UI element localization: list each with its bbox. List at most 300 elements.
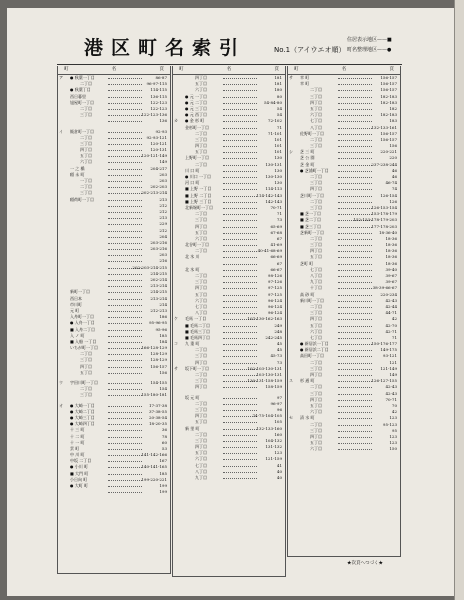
town-name: 四丁目: [195, 384, 207, 390]
dot-leader: [223, 115, 257, 116]
town-name: 三丁目: [80, 392, 92, 398]
page-reference: 71-101: [267, 130, 282, 136]
dot-leader: [108, 132, 142, 133]
dot-leader: [223, 344, 257, 345]
dot-leader: [108, 443, 142, 444]
page-reference: 74: [391, 186, 397, 192]
dot-leader: [223, 196, 257, 197]
dot-leader: [338, 158, 372, 159]
page-reference: 136-115: [150, 93, 167, 99]
page-reference: 152-153-178-179-203: [353, 217, 397, 223]
dot-leader: [108, 280, 142, 281]
page-reference: 86-87: [155, 75, 167, 80]
town-name: 芝新町一丁目: [300, 229, 324, 235]
dot-leader: [223, 152, 257, 153]
town-name: 芝川町一丁目: [300, 192, 324, 198]
dot-leader: [108, 395, 142, 396]
dot-leader: [223, 264, 257, 265]
page-reference: 156: [389, 143, 397, 149]
dot-leader: [108, 237, 142, 238]
column-heading-label: 町: [179, 67, 184, 72]
dot-leader: [338, 183, 372, 184]
dot-leader: [338, 313, 372, 314]
dot-leader: [338, 245, 372, 246]
dot-leader: [338, 208, 372, 209]
dot-leader: [223, 257, 257, 258]
town-name: ● 芝浦町一丁目: [300, 167, 329, 173]
dot-leader: [108, 336, 142, 337]
page-reference: 18-36: [385, 235, 397, 241]
page-reference: 212-213: [150, 307, 167, 313]
page-reference: 120-131: [150, 147, 167, 153]
page-reference: 41-69: [270, 242, 282, 248]
town-name: 北 氷 町: [185, 266, 200, 272]
page-reference: 186: [159, 314, 167, 320]
page-reference: 212: [159, 208, 167, 214]
section-kana: サ: [289, 75, 293, 80]
town-name: 飯倉町一丁目: [70, 128, 94, 134]
page-reference: 123: [274, 450, 282, 456]
town-name: 幸 町: [300, 81, 310, 87]
page-reference: 92-93: [155, 128, 167, 134]
dot-leader: [108, 175, 142, 176]
dot-leader: [108, 474, 142, 475]
town-name: 五丁目: [310, 105, 322, 111]
town-name: 二丁目: [195, 211, 207, 217]
page-reference: 149-175: [380, 347, 397, 353]
section-kana: ス: [289, 378, 293, 384]
town-name: 四丁目: [195, 285, 207, 291]
dot-leader: [108, 389, 142, 390]
dot-leader: [338, 406, 372, 407]
page-reference: 39-67: [385, 273, 397, 278]
town-name: 小日向 町: [70, 476, 88, 482]
dot-leader: [338, 84, 372, 85]
page-reference: 73: [276, 217, 282, 223]
dot-leader: [108, 455, 142, 456]
town-name: 六丁目: [195, 297, 207, 303]
town-name: 七丁目: [310, 118, 322, 124]
page-reference: 67: [276, 235, 282, 241]
page-reference: 122-123: [150, 105, 167, 111]
page-reference: 18-36: [385, 242, 397, 248]
dot-leader: [338, 152, 372, 153]
page-reference: 204: [159, 233, 167, 239]
section-kana: セ: [289, 415, 293, 421]
town-name: 五丁目: [310, 402, 322, 408]
page-reference: 17-37-38: [149, 402, 167, 408]
dot-leader: [108, 193, 142, 194]
dot-leader: [223, 307, 257, 308]
dot-leader: [338, 134, 372, 135]
page-reference: 114-113: [265, 186, 282, 192]
page-reference: 105: [274, 419, 282, 425]
page-reference: 126-153-154: [371, 204, 397, 210]
town-name: 五丁目: [80, 369, 92, 375]
dot-leader: [338, 251, 372, 252]
page-reference: 54: [276, 112, 282, 118]
town-name: 雲 町: [70, 445, 80, 451]
town-name: 五丁目: [310, 440, 322, 446]
dot-leader: [338, 103, 372, 104]
page-reference: 104-132: [265, 437, 282, 443]
page-reference: 18-36: [385, 254, 397, 260]
page-reference: 213-214: [150, 295, 167, 301]
town-name: ● 入舟一丁目: [70, 320, 95, 326]
town-name: 九丁目: [195, 475, 207, 480]
page-reference: 42-44: [385, 303, 397, 309]
page-reference: 74-75-104-105: [252, 413, 282, 419]
town-name: 五丁目: [195, 419, 207, 425]
town-name: ● 元 一丁目: [185, 93, 208, 99]
town-name: 二丁目: [310, 87, 322, 93]
town-name: 四丁目: [195, 359, 207, 365]
dot-leader: [223, 429, 257, 430]
page-reference: 18-20-35: [149, 421, 167, 427]
page-reference: 78: [161, 433, 167, 439]
dot-leader: [108, 342, 142, 343]
town-name: 十 三 町: [70, 427, 85, 433]
town-name: 三丁目: [80, 357, 92, 363]
page-reference: 126-154: [380, 192, 397, 198]
dot-leader: [223, 171, 257, 172]
page-reference: 155-180-181: [141, 392, 167, 398]
page-reference: 182: [389, 105, 397, 111]
section-kana: イ: [59, 128, 63, 134]
town-name: ● 大崎四丁目: [70, 421, 95, 427]
index-column-3: [287, 66, 401, 557]
dot-leader: [108, 418, 142, 419]
page-reference: 202-214: [150, 277, 167, 282]
dot-leader: [338, 437, 372, 438]
town-name: ■ 大門 町: [70, 470, 89, 476]
dot-leader: [108, 323, 142, 324]
town-name: 二丁目: [195, 372, 207, 377]
page-reference: 46: [391, 174, 397, 179]
dot-leader: [108, 299, 142, 300]
dot-leader: [338, 307, 372, 308]
dot-leader: [223, 332, 257, 333]
dot-leader: [108, 181, 142, 182]
dot-leader: [338, 425, 372, 426]
town-name: 八丁目: [195, 468, 207, 474]
town-name: 二丁目: [195, 273, 207, 278]
town-name: 十丁目: [310, 285, 322, 291]
page-reference: 214-215: [150, 289, 167, 295]
page-reference: 156-157: [380, 87, 397, 93]
page-reference: 181: [274, 75, 282, 80]
page-reference: 154-155: [150, 380, 167, 385]
page-reference: 202-203-214-215: [132, 264, 167, 270]
dot-leader: [338, 202, 372, 203]
dot-leader: [223, 301, 257, 302]
page-reference: 132-133-160: [256, 425, 282, 431]
dot-leader: [223, 140, 257, 141]
page-reference: 46: [391, 167, 397, 173]
index-entry: [173, 475, 285, 481]
page-reference: 121-149: [380, 365, 397, 371]
dot-leader: [108, 480, 142, 481]
town-name: ■ 芝一丁目: [300, 211, 322, 217]
town-name: 六丁目: [195, 87, 207, 93]
section-kana: ウ: [59, 380, 63, 385]
dot-leader: [338, 431, 372, 432]
town-name: 四丁目: [310, 99, 322, 105]
town-name: 金杉町一丁目: [185, 124, 209, 130]
page-reference: 37-38-55: [149, 408, 167, 414]
town-name: 宇田川町一丁目: [70, 380, 98, 385]
dot-leader: [223, 375, 257, 376]
town-name: 高田町一丁目: [300, 353, 324, 359]
town-name: 九丁目: [310, 279, 322, 285]
dot-leader: [338, 257, 372, 258]
town-name: ■ 入船 一丁目: [70, 338, 97, 344]
page-reference: 18-36-40: [379, 229, 397, 235]
page-reference: 121-159: [265, 456, 282, 462]
dot-leader: [338, 233, 372, 234]
dot-leader: [338, 189, 372, 190]
page-reference: 199: [159, 489, 167, 495]
page-reference: 156-157: [150, 363, 167, 369]
dot-leader: [223, 356, 257, 357]
page-reference: 182-183: [380, 93, 397, 99]
dot-leader: [108, 348, 142, 349]
page-reference: 158-159: [265, 384, 282, 390]
dot-leader: [223, 214, 257, 215]
page-reference: 130-130: [265, 174, 282, 179]
page-reference: 40-41-68-69: [257, 248, 282, 254]
dot-leader: [108, 144, 142, 145]
town-name: 坂下町一丁目: [185, 365, 209, 371]
town-name: 七丁目: [310, 266, 322, 272]
page-reference: 204-217: [150, 165, 167, 171]
town-name: 五丁目: [80, 153, 92, 159]
index-header: [57, 32, 451, 68]
town-name: 三丁目: [80, 112, 92, 118]
town-name: ■ 芝三丁目: [300, 223, 322, 229]
town-name: 四丁目: [310, 372, 322, 377]
page-reference: 184: [159, 338, 167, 344]
dot-leader: [108, 367, 142, 368]
town-name: 三丁目: [310, 365, 322, 371]
page-reference: 216: [159, 258, 167, 264]
dot-leader: [338, 449, 372, 450]
page-reference: 214-215: [150, 270, 167, 276]
town-name: 二丁目: [80, 386, 92, 392]
town-name: ■ 上野 二丁目: [185, 192, 212, 198]
dot-leader: [108, 486, 142, 487]
page-reference: 212: [159, 202, 167, 208]
page-reference: 20-38-54: [149, 414, 167, 420]
town-name: 三丁目: [310, 143, 322, 149]
page-reference: 73: [276, 359, 282, 365]
town-name: 市川町: [70, 301, 82, 307]
town-name: 二丁目: [80, 81, 92, 87]
town-name: ● 元 西丁目: [185, 112, 208, 118]
town-name: 七丁目: [195, 462, 207, 468]
page-reference: 97-125: [267, 291, 282, 297]
dot-leader: [223, 202, 257, 203]
town-name: 二丁目: [80, 351, 92, 357]
dot-leader: [223, 189, 257, 190]
page-reference: 60: [161, 439, 167, 445]
dot-leader: [223, 208, 257, 209]
dot-leader: [108, 261, 142, 262]
dot-leader: [338, 121, 372, 122]
town-name: 高 砂 町: [300, 291, 315, 297]
page-reference: 202-213-214: [141, 190, 167, 196]
page-reference: 102-103-130-131: [247, 365, 282, 371]
dot-leader: [338, 301, 372, 302]
dot-leader: [223, 398, 257, 399]
page-reference: 202-203: [150, 184, 167, 190]
page-reference: 67-68: [270, 229, 282, 235]
page-reference: 97-126: [267, 279, 282, 285]
page-title: 港区町名索引: [84, 37, 247, 59]
page-reference: 42: [391, 409, 397, 415]
town-name: 芝 公 園: [300, 155, 315, 161]
dot-leader: [108, 354, 142, 355]
town-name: 六丁目: [310, 328, 322, 334]
dot-leader: [223, 128, 257, 129]
town-name: 北新堀町一丁目: [185, 204, 213, 210]
dot-leader: [223, 387, 257, 388]
town-name: いちが町一丁目: [70, 345, 98, 351]
page-reference: 203-216: [150, 246, 167, 252]
dot-leader: [338, 338, 372, 339]
town-name: 四丁目: [80, 363, 92, 369]
dot-leader: [108, 138, 142, 139]
page-reference: 114-142-143: [256, 192, 282, 198]
page-reference: 41: [276, 462, 282, 468]
page-reference: 123: [389, 415, 397, 421]
dot-leader: [338, 332, 372, 333]
page-reference: 107-130-162-163: [247, 316, 282, 322]
page-reference: 45-73: [270, 353, 282, 359]
dot-leader: [108, 449, 142, 450]
town-name: 五丁目: [195, 81, 207, 87]
town-name: 八丁目: [195, 310, 207, 316]
dot-leader: [223, 276, 257, 277]
town-name: 坂 元 町: [185, 394, 200, 400]
page-reference: 18-36: [385, 248, 397, 254]
section-kana: ア: [59, 75, 63, 80]
dot-leader: [108, 115, 142, 116]
town-name: 九 重 町: [185, 341, 200, 347]
page-reference: 42-43: [385, 384, 397, 390]
dot-leader: [108, 437, 142, 438]
dot-leader: [338, 381, 372, 382]
town-name: 六丁目: [80, 159, 92, 165]
town-name: ■ 毛馬二丁目: [185, 322, 211, 328]
page-reference: 149: [159, 159, 167, 165]
page-reference: 42-43: [385, 297, 397, 303]
page-reference: 96: [276, 406, 282, 412]
page-reference: 38-39-66-67: [372, 285, 397, 291]
page-reference: 120-121-149: [141, 153, 167, 159]
dot-leader: [108, 109, 142, 110]
dot-leader: [223, 459, 257, 460]
page-reference: 80: [276, 93, 282, 99]
dot-leader: [108, 162, 142, 163]
town-name: 三丁目: [195, 406, 207, 412]
dot-leader: [338, 350, 372, 351]
dot-leader: [338, 344, 372, 345]
page-reference: 66-67: [270, 266, 282, 272]
page-reference: 54-84-80: [264, 99, 282, 105]
town-name: 清 水 町: [300, 415, 315, 421]
page-reference: 72-102: [267, 118, 282, 124]
town-name: 新町一丁目: [70, 289, 90, 295]
page-reference: 71: [276, 124, 282, 130]
dot-leader: [338, 177, 372, 178]
dot-leader: [108, 187, 142, 188]
page-reference: 92-93-121: [146, 134, 167, 140]
town-name: 二丁目: [80, 184, 92, 190]
dot-leader: [108, 212, 142, 213]
page-reference: 154: [159, 386, 167, 392]
page-reference: 130-131: [265, 161, 282, 167]
page-reference: 156-157: [380, 136, 397, 142]
town-name: 四丁目: [195, 75, 207, 80]
section-kana: サ: [174, 365, 178, 371]
dot-leader: [338, 443, 372, 444]
dot-leader: [108, 430, 142, 431]
dot-leader: [223, 103, 257, 104]
page-reference: 65-69: [270, 223, 282, 229]
town-name: ■ 上野 三丁目: [185, 198, 212, 204]
index-entry: [288, 446, 400, 452]
dot-leader: [338, 295, 372, 296]
dot-leader: [108, 467, 142, 468]
town-name: ■ 入舟二丁目: [70, 326, 96, 332]
page-reference: 70: [391, 402, 397, 408]
legend-notes: [347, 35, 392, 55]
dot-leader: [338, 363, 372, 364]
page-reference: 214: [159, 301, 167, 307]
town-name: 六丁目: [195, 456, 207, 462]
town-name: 十 一 町: [70, 439, 85, 445]
page-reference: 249: [274, 322, 282, 328]
town-name: 二丁目: [310, 136, 322, 142]
town-name: 一 之 橋: [70, 165, 85, 171]
dot-leader: [223, 466, 257, 467]
town-name: 河 口 町: [185, 180, 200, 186]
page-reference: 248: [274, 328, 282, 334]
dot-leader: [338, 165, 372, 166]
dot-leader: [223, 288, 257, 289]
dot-leader: [223, 227, 257, 228]
dot-leader: [108, 492, 142, 493]
town-name: 四丁目: [195, 143, 207, 149]
page-reference: 121: [389, 359, 397, 365]
town-name: 旭屋町一丁目: [70, 99, 94, 105]
dot-leader: [108, 224, 142, 225]
dot-leader: [223, 165, 257, 166]
town-name: 四丁目: [195, 444, 207, 450]
page-reference: 242-245: [265, 334, 282, 340]
town-name: 二丁目: [80, 105, 92, 111]
town-name: ● 秋葉一丁目: [70, 75, 95, 80]
town-name: 四丁目: [310, 186, 322, 192]
column-heading-label: 頁: [159, 67, 164, 72]
section-kana: シ: [289, 149, 293, 155]
town-name: ● 新居浜二丁目: [300, 347, 329, 353]
page-reference: 96-97: [270, 400, 282, 406]
dot-leader: [223, 282, 257, 283]
town-name: 上野町一丁目: [185, 155, 209, 161]
page-reference: 212: [159, 227, 167, 233]
